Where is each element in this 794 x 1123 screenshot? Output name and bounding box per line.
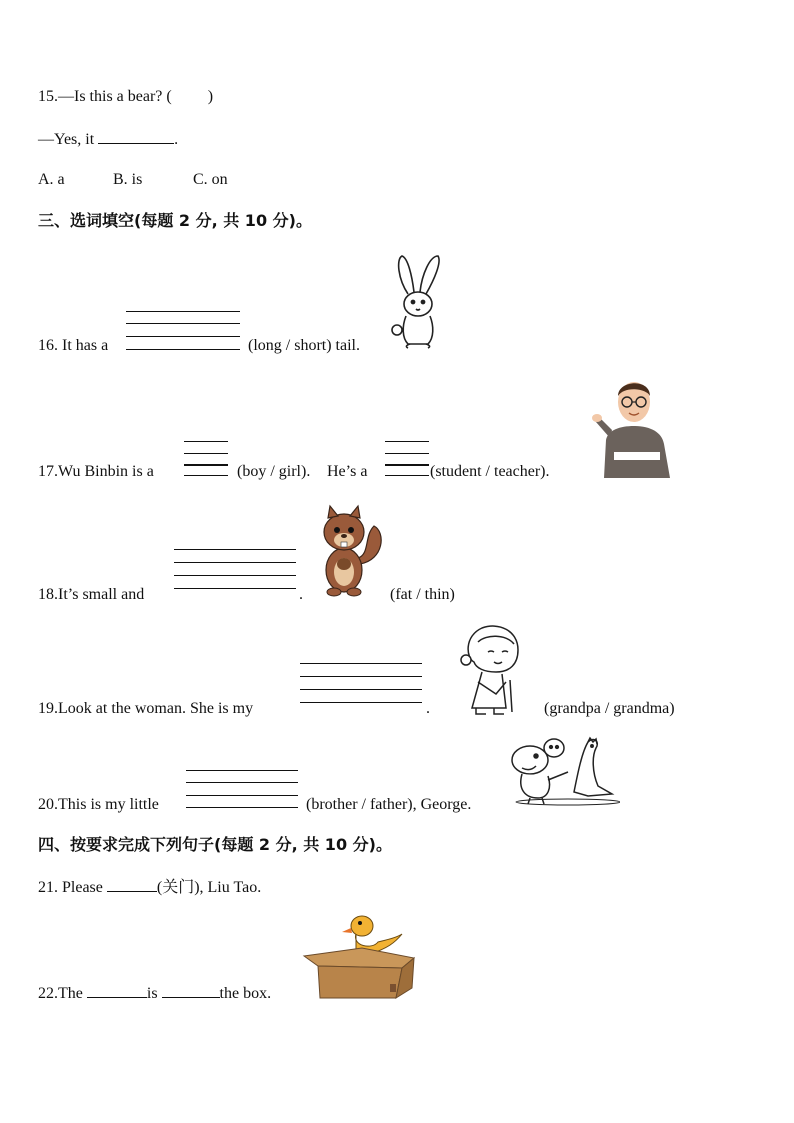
q18-dot: . [299, 586, 303, 603]
q15-answer-suffix: . [174, 131, 179, 148]
q17-hint2: (student / teacher). [430, 463, 550, 480]
q19-hint: (grandpa / grandma) [544, 700, 675, 717]
section4-heading: 四、按要求完成下列句子(每题 2 分, 共 10 分)。 [38, 835, 392, 854]
q20-hint: (brother / father), George. [306, 796, 472, 813]
q15-question: 15.—Is this a bear? ( [38, 88, 172, 105]
q21-blank[interactable] [107, 877, 157, 892]
peppa-george-icon [508, 732, 620, 806]
q18-prefix: 18.It’s small and [38, 586, 145, 603]
q21-prefix: 21. Please [38, 879, 103, 896]
q15-question-line [38, 87, 213, 107]
q16-prefix: 16. It has a [38, 337, 109, 354]
q18-blank-lines[interactable] [174, 549, 296, 591]
q17-prefix: 17.Wu Binbin is a [38, 463, 154, 480]
q16-hint: (long / short) tail. [248, 337, 360, 354]
boy-icon [590, 374, 674, 480]
q17-blank2-lines[interactable] [385, 441, 429, 477]
q17-hint1: (boy / girl). [237, 463, 311, 480]
q19-prefix: 19.Look at the woman. She is my [38, 700, 254, 717]
q15-close-paren: ) [207, 88, 214, 105]
section3-heading: 三、选词填空(每题 2 分, 共 10 分)。 [38, 211, 312, 230]
q15-option-a[interactable]: A. a [38, 171, 65, 188]
rabbit-icon [388, 254, 444, 350]
q15-option-b[interactable]: B. is [113, 171, 143, 188]
grandma-icon [456, 620, 528, 716]
q15-answer-line [38, 129, 178, 150]
q22-prefix: 22.The [38, 985, 83, 1002]
q21-hint: (关门), Liu Tao. [156, 879, 262, 896]
q22-mid: is [146, 985, 158, 1002]
q22-blank1[interactable] [87, 983, 147, 998]
q19-dot: . [426, 700, 430, 717]
q22-line [38, 983, 271, 1004]
q18-hint: (fat / thin) [390, 586, 455, 603]
squirrel-icon [314, 502, 386, 600]
q15-option-c[interactable]: C. on [193, 171, 228, 188]
duck-in-box-icon [302, 912, 416, 1000]
q20-blank-lines[interactable] [186, 770, 298, 810]
q17-mid: He’s a [327, 463, 368, 480]
q17-blank1-lines[interactable] [184, 441, 228, 477]
q21-line [38, 877, 261, 898]
q22-suffix: the box. [219, 985, 272, 1002]
q15-blank[interactable] [98, 129, 174, 144]
q19-blank-lines[interactable] [300, 663, 422, 705]
q22-blank2[interactable] [162, 983, 220, 998]
q16-blank-lines[interactable] [126, 311, 240, 351]
q20-prefix: 20.This is my little [38, 796, 159, 813]
q15-answer-prefix: —Yes, it [38, 131, 95, 148]
